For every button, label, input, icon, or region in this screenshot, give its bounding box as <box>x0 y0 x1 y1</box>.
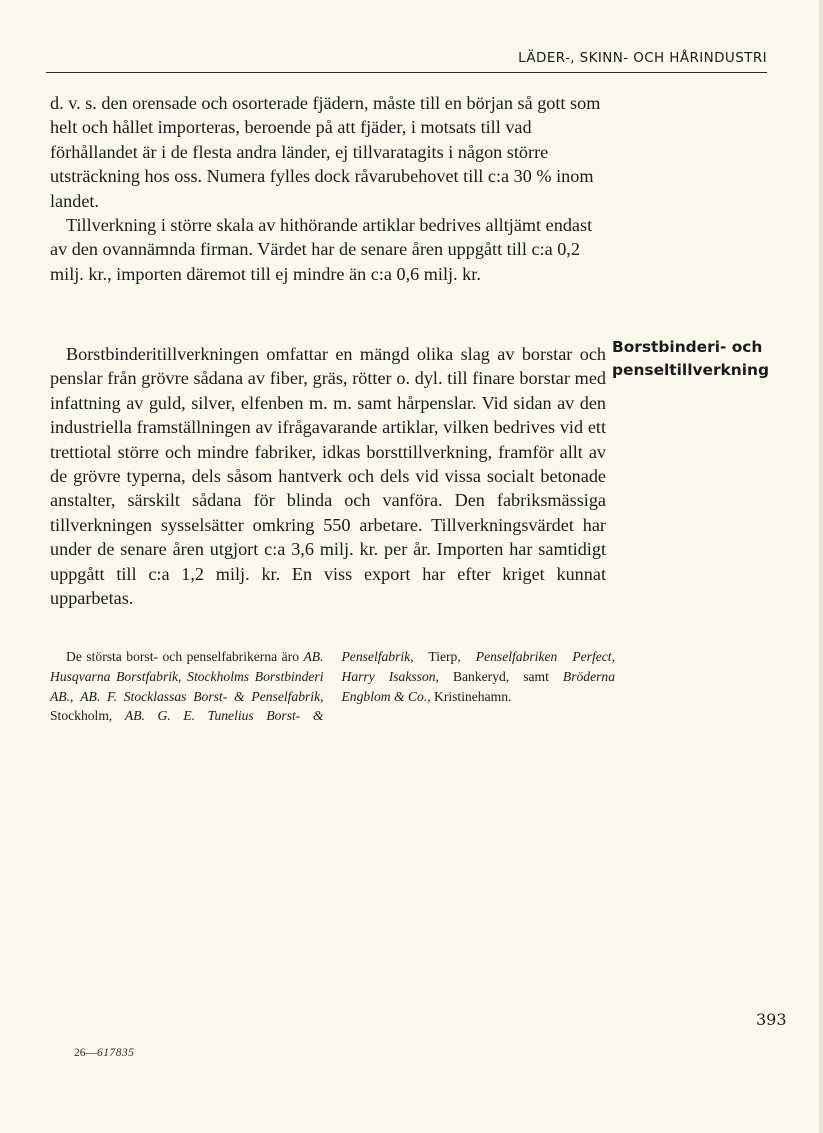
firm-5: Penselfabriken Perfect <box>475 649 612 664</box>
page-number: 393 <box>756 1010 787 1029</box>
footnote <box>50 647 615 726</box>
firm-7-place: Kristinehamn <box>434 688 509 704</box>
firm-7: Bröderna Engblom & Co. <box>341 668 616 704</box>
section-paragraph: Borstbinderitillverkningen omfattar en mängd olika slag av borstar och penslar från grövre sådana av fiber, gräs, rötter o. dyl. till finare borstar med infattning av guld, silver, elfenben m. m. samt hårpenslar. Vid sidan av den industriella framställningen av ifrågavarande artiklar, vilken bedrives vid ett trettiotal större och mindre fabriker, idkas borsttillverkning, framför allt av de grövre typerna, dels såsom hantverk och dels vid vissa socialt betonade anstalter, särskilt sådana för blinda och vanföra. Den fabriksmässiga tillverkningen sysselsätter omkring 550 arbetare. Tillverkningsvärdet har under de senare åren utgjort c:a 3,6 milj. kr. per år. Importen har samtidigt uppgått till c:a 1,2 milj. kr. En viss export har efter kriget kunnat upparbetas. <box>50 344 606 609</box>
side-heading-line-2: penseltillverkning <box>612 361 769 379</box>
firm-3: AB. F. Stocklassas Borst- & Penselfabrik <box>80 688 321 704</box>
lead-paragraph-2: Tillverkning i större skala av hithörande artiklar bedrives alltjämt endast av den ovannämnda firman. Värdet har de senare åren uppgått till c:a 0,2 milj. kr., importen däremot till ej mindre än c:a 0,6 milj. kr. <box>50 215 593 284</box>
footnote-and: samt <box>523 668 549 684</box>
firm-4: AB. G. E. Tunelius Borst- & Penselfabrik <box>124 649 411 724</box>
footnote-paragraph: De största borst- och penselfabrikerna äro AB. Husqvarna Borstfabrik, Stockholms Borstbinderi AB., AB. F. Stocklassas Borst- & Penselfabrik, Stockholm, AB. G. E. Tunelius Borst- & Penselfabrik, Tierp, Penselfabriken Perfect, Harry Isaksson, Bankeryd, samt Bröderna Engblom & Co., Kristinehamn. <box>50 649 616 724</box>
page-edge-shadow <box>819 0 823 1133</box>
running-header: LÄDER-, SKINN- OCH HÅRINDUSTRI <box>518 50 767 66</box>
firm-3-place: Stockholm <box>50 708 109 724</box>
print-code-number: 617835 <box>97 1047 135 1059</box>
firm-6: Harry Isaksson <box>341 668 436 684</box>
print-code-prefix: 26— <box>74 1047 97 1059</box>
side-heading <box>612 336 769 382</box>
lead-paragraph-1: d. v. s. den orensade och osorterade fjädern, måste till en början så gott som helt och hållet importeras, beroende på att fjäder, i motsats till vad förhållandet är i de flesta andra länder, ej tillvaratagits i någon större utsträckning hos oss. Numera fylles dock råvarubehovet till c:a 30 % inom landet. <box>50 93 601 211</box>
firm-6-place: Bankeryd <box>452 668 506 684</box>
firm-4-place: Tierp <box>428 649 458 664</box>
firm-1: AB. Husqvarna Borstfabrik <box>50 649 324 684</box>
firm-2: Stockholms Borstbinderi AB. <box>50 668 324 704</box>
footnote-intro: De största borst- och penselfabrikerna äro <box>66 649 299 664</box>
section-text <box>50 342 606 610</box>
side-heading-line-1: Borstbinderi- och <box>612 338 763 356</box>
header-rule <box>46 72 767 73</box>
print-code <box>74 1047 135 1059</box>
lead-text <box>50 91 606 286</box>
